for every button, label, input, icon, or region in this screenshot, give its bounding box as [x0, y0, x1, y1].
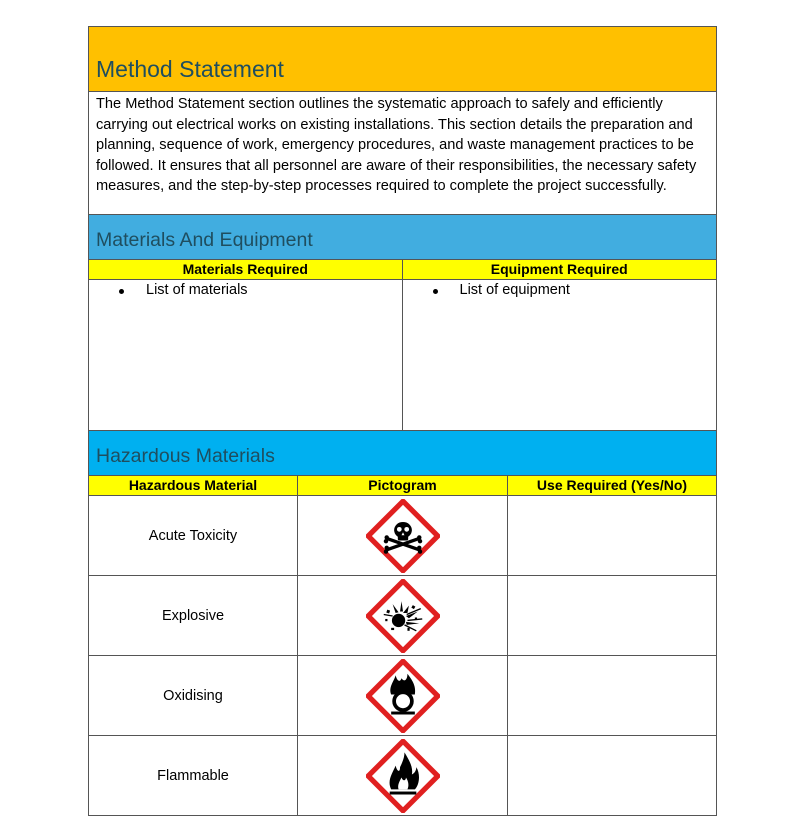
materials-cell[interactable]	[89, 280, 403, 430]
hazardous-section-title: Hazardous Materials	[96, 445, 275, 467]
intro-paragraph: The Method Statement section outlines the systematic approach to safely and efficiently carrying out electrical works on existing installations. This section details the preparation and planning, sequence of work, emergency procedures, and waste management practices to be followed. It ensures that all personnel are aware of their responsibilities, the necessary safety measures, and the step-by-step processes required to complete the project successfully.	[89, 92, 716, 215]
use-required-cell[interactable]	[508, 656, 716, 735]
title-band	[89, 27, 716, 92]
flame-over-circle-icon	[366, 659, 440, 733]
hazard-name: Explosive	[161, 607, 225, 624]
hazard-name: Acute Toxicity	[148, 527, 238, 544]
flame-icon	[366, 739, 440, 813]
table-row	[89, 736, 716, 816]
materials-list-item: List of materials	[146, 282, 248, 298]
use-required-cell[interactable]	[508, 496, 716, 575]
equipment-cell[interactable]	[403, 280, 717, 430]
materials-section-header	[89, 215, 716, 260]
page-title: Method Statement	[96, 56, 284, 82]
hazard-name-cell	[89, 496, 298, 575]
hazard-name-cell	[89, 576, 298, 655]
materials-column-header: Materials Required	[89, 260, 403, 279]
hazard-name: Flammable	[157, 767, 229, 784]
equipment-list-item: List of equipment	[459, 282, 570, 298]
pictogram-cell	[298, 656, 508, 735]
use-required-column-header: Use Required (Yes/No)	[536, 477, 688, 493]
materials-table-body	[89, 280, 716, 431]
hazard-name-cell	[89, 736, 298, 815]
hazard-name: Oxidising	[163, 687, 223, 704]
hazard-material-column-header: Hazardous Material	[89, 476, 298, 495]
bullet-icon	[433, 289, 438, 294]
use-required-cell[interactable]	[508, 576, 716, 655]
pictogram-cell	[298, 576, 508, 655]
hazardous-section-header	[89, 431, 716, 476]
bullet-icon	[119, 289, 124, 294]
pictogram-column-header: Pictogram	[298, 476, 508, 495]
table-row	[89, 496, 716, 576]
equipment-column-header: Equipment Required	[490, 261, 628, 277]
skull-crossbones-icon	[366, 499, 440, 573]
materials-table-header	[89, 260, 716, 280]
use-required-cell[interactable]	[508, 736, 716, 815]
method-statement-document	[88, 26, 717, 816]
materials-section-title: Materials And Equipment	[96, 229, 313, 251]
pictogram-cell	[298, 496, 508, 575]
table-row	[89, 576, 716, 656]
hazard-name-cell	[89, 656, 298, 735]
hazard-table-header	[89, 476, 716, 496]
pictogram-cell	[298, 736, 508, 815]
table-row	[89, 656, 716, 736]
exploding-bomb-icon	[366, 579, 440, 653]
